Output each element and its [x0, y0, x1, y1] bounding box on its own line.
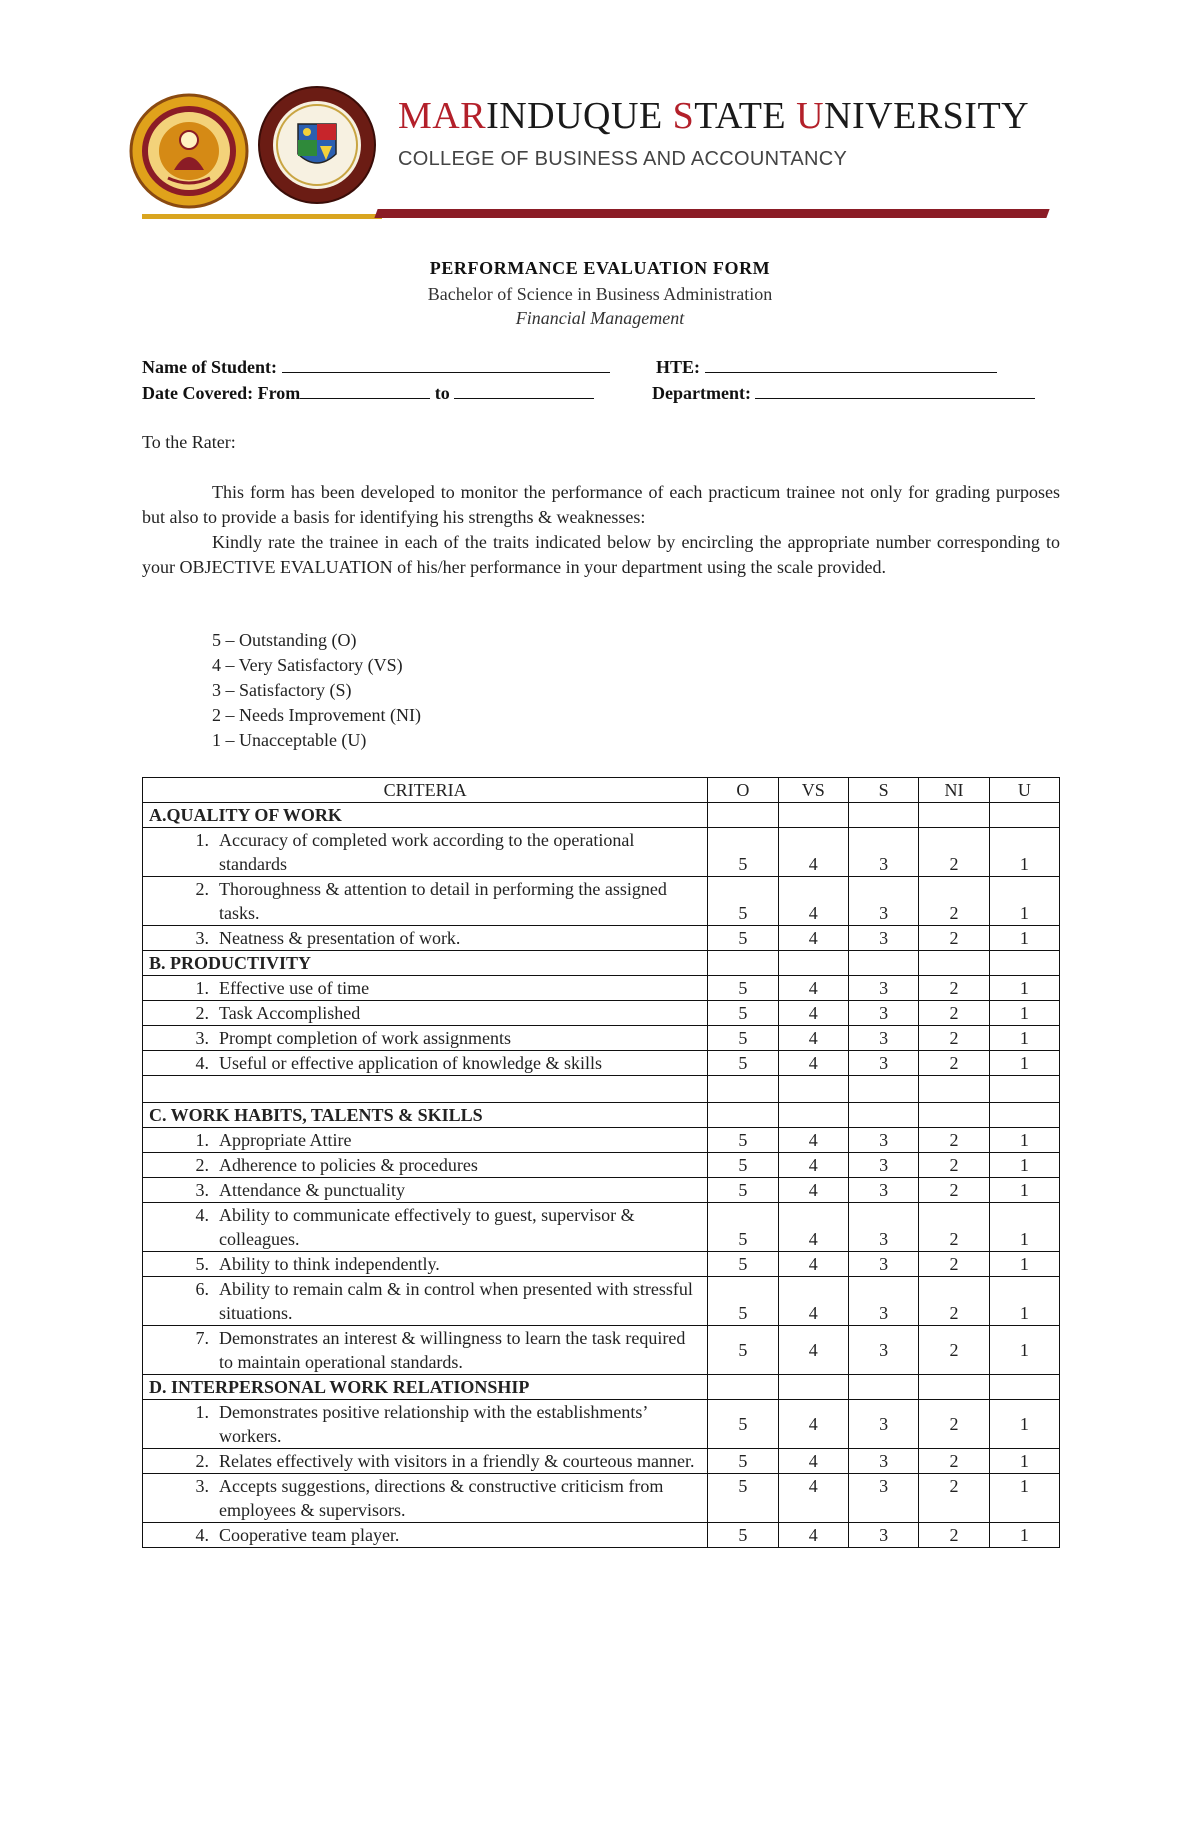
table-row: [143, 877, 1060, 926]
section-row: [143, 1375, 1060, 1400]
rating-option[interactable]: 5: [708, 1474, 778, 1523]
empty-cell: [849, 1375, 919, 1400]
student-name-line[interactable]: [282, 356, 610, 373]
rating-option[interactable]: 3: [849, 1523, 919, 1548]
criterion-text: Ability to remain calm & in control when presented with stressful situations.: [219, 1279, 693, 1323]
table-row: [143, 1051, 1060, 1076]
header-o: O: [708, 778, 778, 803]
spacer-cell: [919, 1076, 989, 1103]
empty-cell: [778, 951, 848, 976]
date-from-line[interactable]: [300, 382, 430, 399]
hte-label: HTE:: [656, 357, 701, 377]
rating-option[interactable]: 1: [989, 976, 1059, 1001]
department-label: Department:: [652, 383, 751, 403]
spacer-cell: [778, 1076, 848, 1103]
empty-cell: [989, 1375, 1059, 1400]
form-title: PERFORMANCE EVALUATION FORM: [429, 258, 771, 278]
criterion-text: Relates effectively with visitors in a friendly & courteous manner.: [219, 1451, 695, 1471]
empty-cell: [849, 1103, 919, 1128]
criterion-text: Demonstrates an interest & willingness to learn the task required to maintain operational standards.: [219, 1328, 686, 1372]
section-title: A.QUALITY OF WORK: [143, 803, 708, 828]
criterion-cell: [143, 976, 708, 1001]
scale-item: 5 – Outstanding (O): [212, 630, 357, 650]
rating-option[interactable]: 3: [849, 1001, 919, 1026]
criterion-cell: [143, 1128, 708, 1153]
college-name: COLLEGE OF BUSINESS AND ACCOUNTANCY: [398, 148, 848, 170]
criterion-number: 2.: [195, 879, 209, 899]
rating-option[interactable]: 2: [919, 926, 989, 951]
rating-option[interactable]: 3: [849, 1051, 919, 1076]
rating-option[interactable]: 3: [849, 1203, 919, 1252]
rating-option[interactable]: 5: [708, 1128, 778, 1153]
criterion-text: Accepts suggestions, directions & constructive criticism from employees & supervisors.: [219, 1476, 664, 1520]
rating-option[interactable]: 2: [919, 1203, 989, 1252]
empty-cell: [989, 1103, 1059, 1128]
rating-option[interactable]: 4: [778, 1326, 848, 1375]
criterion-cell: [143, 1252, 708, 1277]
rating-option[interactable]: 1: [989, 926, 1059, 951]
section-title: B. PRODUCTIVITY: [143, 951, 708, 976]
university-name-part: MAR: [398, 95, 487, 137]
rating-option[interactable]: 1: [989, 1523, 1059, 1548]
form-major: Financial Management: [515, 308, 685, 328]
rating-option[interactable]: 5: [708, 1400, 778, 1449]
rating-option[interactable]: 2: [919, 828, 989, 877]
university-name-part: U: [796, 95, 825, 137]
criterion-number: 4.: [195, 1205, 209, 1225]
section-row: [143, 803, 1060, 828]
criterion-number: 4.: [195, 1525, 209, 1545]
intro-paragraph-2: Kindly rate the trainee in each of the traits indicated below by encircling the appropriate number corresponding to your OBJECTIVE EVALUATION of his/her performance in your department using the scale provided.: [142, 532, 1060, 577]
criterion-number: 3.: [195, 1180, 209, 1200]
rating-option[interactable]: 5: [708, 828, 778, 877]
spacer-cell: [143, 1076, 708, 1103]
rating-option[interactable]: 1: [989, 1277, 1059, 1326]
scale-item: 3 – Satisfactory (S): [212, 680, 352, 700]
university-name-part: INDUQUE: [486, 95, 673, 137]
criterion-cell: [143, 926, 708, 951]
criterion-cell: [143, 1203, 708, 1252]
table-row: [143, 1400, 1060, 1449]
hte-field[interactable]: [656, 356, 997, 378]
table-row: [143, 1326, 1060, 1375]
rating-option[interactable]: 5: [708, 1001, 778, 1026]
rating-option[interactable]: 3: [849, 976, 919, 1001]
scale-item: 4 – Very Satisfactory (VS): [212, 655, 403, 675]
rating-option[interactable]: 1: [989, 1178, 1059, 1203]
rating-option[interactable]: 2: [919, 1326, 989, 1375]
rating-option[interactable]: 1: [989, 1326, 1059, 1375]
rating-option[interactable]: 2: [919, 1051, 989, 1076]
table-row: [143, 976, 1060, 1001]
section-row: [143, 1103, 1060, 1128]
criterion-cell: [143, 1449, 708, 1474]
rating-option[interactable]: 4: [778, 1400, 848, 1449]
criterion-text: Thoroughness & attention to detail in performing the assigned tasks.: [219, 879, 667, 923]
rating-option[interactable]: 4: [778, 1523, 848, 1548]
rating-option[interactable]: 2: [919, 1277, 989, 1326]
table-row: [143, 1252, 1060, 1277]
rating-option[interactable]: 3: [849, 1178, 919, 1203]
header-band-gold: [142, 214, 382, 219]
criterion-cell: [143, 1026, 708, 1051]
rating-option[interactable]: 4: [778, 1153, 848, 1178]
empty-cell: [989, 803, 1059, 828]
table-row: [143, 926, 1060, 951]
rating-option[interactable]: 5: [708, 1203, 778, 1252]
rating-option[interactable]: 1: [989, 877, 1059, 926]
rating-option[interactable]: 5: [708, 1252, 778, 1277]
table-row: [143, 1128, 1060, 1153]
rating-option[interactable]: 5: [708, 1026, 778, 1051]
criterion-number: 4.: [195, 1053, 209, 1073]
rating-option[interactable]: 2: [919, 1449, 989, 1474]
criterion-cell: [143, 1178, 708, 1203]
rating-option[interactable]: 1: [989, 1001, 1059, 1026]
criterion-text: Prompt completion of work assignments: [219, 1028, 511, 1048]
rating-option[interactable]: 5: [708, 1449, 778, 1474]
rating-option[interactable]: 3: [849, 1400, 919, 1449]
rating-option[interactable]: 5: [708, 1277, 778, 1326]
criterion-number: 7.: [195, 1328, 209, 1348]
table-row: [143, 1001, 1060, 1026]
date-to-label: to: [434, 383, 450, 403]
scale-item: 2 – Needs Improvement (NI): [212, 705, 421, 725]
rating-option[interactable]: 2: [919, 1178, 989, 1203]
rating-option[interactable]: 5: [708, 926, 778, 951]
header-ni: NI: [919, 778, 989, 803]
rating-option[interactable]: 4: [778, 1203, 848, 1252]
rating-option[interactable]: 2: [919, 1252, 989, 1277]
department-line[interactable]: [755, 382, 1035, 399]
rating-option[interactable]: 4: [778, 1449, 848, 1474]
criterion-text: Ability to communicate effectively to guest, supervisor & colleagues.: [219, 1205, 635, 1249]
empty-cell: [708, 951, 778, 976]
rating-option[interactable]: 2: [919, 877, 989, 926]
rating-option[interactable]: 5: [708, 877, 778, 926]
criterion-number: 3.: [195, 928, 209, 948]
rating-option[interactable]: 4: [778, 1277, 848, 1326]
section-title: D. INTERPERSONAL WORK RELATIONSHIP: [143, 1375, 708, 1400]
criterion-text: Ability to think independently.: [219, 1254, 440, 1274]
criterion-text: Task Accomplished: [219, 1003, 361, 1023]
university-name-part: NIVERSITY: [824, 95, 1030, 137]
date-from-field[interactable]: [142, 382, 594, 404]
rating-option[interactable]: 4: [778, 1001, 848, 1026]
rating-option[interactable]: 3: [849, 828, 919, 877]
criterion-cell: [143, 1153, 708, 1178]
rating-option[interactable]: 4: [778, 1178, 848, 1203]
university-name-part: TATE: [694, 95, 797, 137]
empty-cell: [919, 951, 989, 976]
empty-cell: [919, 1103, 989, 1128]
criterion-number: 2.: [195, 1451, 209, 1471]
department-field[interactable]: [652, 382, 1035, 404]
rating-option[interactable]: 4: [778, 1026, 848, 1051]
table-row: [143, 1203, 1060, 1252]
table-row: [143, 1277, 1060, 1326]
rating-option[interactable]: 4: [778, 926, 848, 951]
rating-option[interactable]: 3: [849, 1474, 919, 1523]
criterion-text: Demonstrates positive relationship with the establishments’ workers.: [219, 1402, 648, 1446]
criterion-cell: [143, 1001, 708, 1026]
rating-option[interactable]: 3: [849, 1026, 919, 1051]
college-seal-icon: [256, 84, 378, 206]
rating-option[interactable]: 4: [778, 1252, 848, 1277]
rating-option[interactable]: 1: [989, 1153, 1059, 1178]
criterion-text: Accuracy of completed work according to the operational standards: [219, 830, 635, 874]
rating-option[interactable]: 3: [849, 926, 919, 951]
criterion-cell: [143, 1400, 708, 1449]
empty-cell: [708, 803, 778, 828]
rating-option[interactable]: 5: [708, 976, 778, 1001]
criterion-number: 3.: [195, 1476, 209, 1496]
student-name-field[interactable]: [142, 356, 610, 378]
criterion-number: 3.: [195, 1028, 209, 1048]
spacer-row: [143, 1076, 1060, 1103]
rating-option[interactable]: 3: [849, 1128, 919, 1153]
table-row: [143, 1523, 1060, 1548]
rating-option[interactable]: 1: [989, 1026, 1059, 1051]
empty-cell: [708, 1375, 778, 1400]
empty-cell: [849, 951, 919, 976]
form-program: Bachelor of Science in Business Administration: [427, 284, 773, 304]
criterion-cell: [143, 828, 708, 877]
rating-option[interactable]: 1: [989, 1474, 1059, 1523]
rating-option[interactable]: 2: [919, 1001, 989, 1026]
rating-option[interactable]: 5: [708, 1153, 778, 1178]
criterion-number: 1.: [195, 1402, 209, 1422]
criterion-number: 1.: [195, 978, 209, 998]
empty-cell: [849, 803, 919, 828]
student-name-label: Name of Student:: [142, 357, 277, 377]
empty-cell: [778, 803, 848, 828]
rating-option[interactable]: 5: [708, 1178, 778, 1203]
table-row: [143, 1026, 1060, 1051]
rating-option[interactable]: 1: [989, 1400, 1059, 1449]
intro-paragraph-1: This form has been developed to monitor the performance of each practicum trainee not only for grading purposes but also to provide a basis for identifying his strengths & weaknesses:: [142, 482, 1060, 527]
table-header-row: [143, 778, 1060, 803]
university-name: [398, 94, 1029, 138]
rating-option[interactable]: 1: [989, 1051, 1059, 1076]
criterion-text: Neatness & presentation of work.: [219, 928, 461, 948]
empty-cell: [919, 1375, 989, 1400]
criterion-text: Adherence to policies & procedures: [219, 1155, 478, 1175]
rating-option[interactable]: 2: [919, 1153, 989, 1178]
hte-line[interactable]: [705, 356, 997, 373]
rating-option[interactable]: 2: [919, 1128, 989, 1153]
rating-option[interactable]: 2: [919, 1523, 989, 1548]
rating-option[interactable]: 5: [708, 1523, 778, 1548]
criterion-text: Effective use of time: [219, 978, 370, 998]
empty-cell: [778, 1103, 848, 1128]
rating-option[interactable]: 4: [778, 877, 848, 926]
table-row: [143, 1474, 1060, 1523]
rating-option[interactable]: 3: [849, 877, 919, 926]
criterion-cell: [143, 1277, 708, 1326]
criterion-text: Useful or effective application of knowledge & skills: [219, 1053, 603, 1073]
criterion-number: 1.: [195, 1130, 209, 1150]
rating-option[interactable]: 2: [919, 1026, 989, 1051]
section-row: [143, 951, 1060, 976]
rating-option[interactable]: 3: [849, 1326, 919, 1375]
rating-option[interactable]: 4: [778, 1474, 848, 1523]
table-row: [143, 1178, 1060, 1203]
rating-option[interactable]: 1: [989, 1128, 1059, 1153]
rating-option[interactable]: 3: [849, 1449, 919, 1474]
spacer-cell: [989, 1076, 1059, 1103]
empty-cell: [919, 803, 989, 828]
scale-item: 1 – Unacceptable (U): [212, 730, 367, 750]
criterion-text: Attendance & punctuality: [219, 1180, 405, 1200]
header-criteria: CRITERIA: [143, 778, 708, 803]
spacer-cell: [708, 1076, 778, 1103]
rating-option[interactable]: 2: [919, 976, 989, 1001]
header-vs: VS: [778, 778, 848, 803]
rating-option[interactable]: 2: [919, 1474, 989, 1523]
criterion-number: 5.: [195, 1254, 209, 1274]
criterion-cell: [143, 877, 708, 926]
section-title: C. WORK HABITS, TALENTS & SKILLS: [143, 1103, 708, 1128]
rating-option[interactable]: 5: [708, 1051, 778, 1076]
criterion-number: 6.: [195, 1279, 209, 1299]
header-band-red: [374, 209, 1049, 218]
date-to-line[interactable]: [454, 382, 594, 399]
rating-option[interactable]: 5: [708, 1326, 778, 1375]
rating-option[interactable]: 2: [919, 1400, 989, 1449]
university-seal-icon: [128, 92, 250, 210]
rating-option[interactable]: 1: [989, 828, 1059, 877]
rating-option[interactable]: 4: [778, 828, 848, 877]
table-row: [143, 828, 1060, 877]
rating-option[interactable]: 3: [849, 1153, 919, 1178]
rating-option[interactable]: 1: [989, 1449, 1059, 1474]
criterion-cell: [143, 1326, 708, 1375]
empty-cell: [708, 1103, 778, 1128]
table-row: [143, 1153, 1060, 1178]
rating-option[interactable]: 4: [778, 1128, 848, 1153]
criterion-text: Appropriate Attire: [219, 1130, 352, 1150]
criteria-table: [142, 777, 1060, 1548]
criterion-text: Cooperative team player.: [219, 1525, 400, 1545]
university-name-part: S: [672, 95, 695, 137]
header-u: U: [989, 778, 1059, 803]
empty-cell: [778, 1375, 848, 1400]
criterion-number: 2.: [195, 1003, 209, 1023]
rating-option[interactable]: 1: [989, 1252, 1059, 1277]
date-from-label: Date Covered: From: [142, 383, 301, 403]
header-s: S: [849, 778, 919, 803]
rating-option[interactable]: 4: [778, 976, 848, 1001]
criterion-number: 2.: [195, 1155, 209, 1175]
criterion-number: 1.: [195, 830, 209, 850]
criterion-cell: [143, 1523, 708, 1548]
rating-option[interactable]: 3: [849, 1252, 919, 1277]
empty-cell: [989, 951, 1059, 976]
criterion-cell: [143, 1474, 708, 1523]
spacer-cell: [849, 1076, 919, 1103]
salutation: To the Rater:: [142, 432, 236, 452]
rating-option[interactable]: 3: [849, 1277, 919, 1326]
rating-option[interactable]: 4: [778, 1051, 848, 1076]
table-row: [143, 1449, 1060, 1474]
criterion-cell: [143, 1051, 708, 1076]
rating-option[interactable]: 1: [989, 1203, 1059, 1252]
